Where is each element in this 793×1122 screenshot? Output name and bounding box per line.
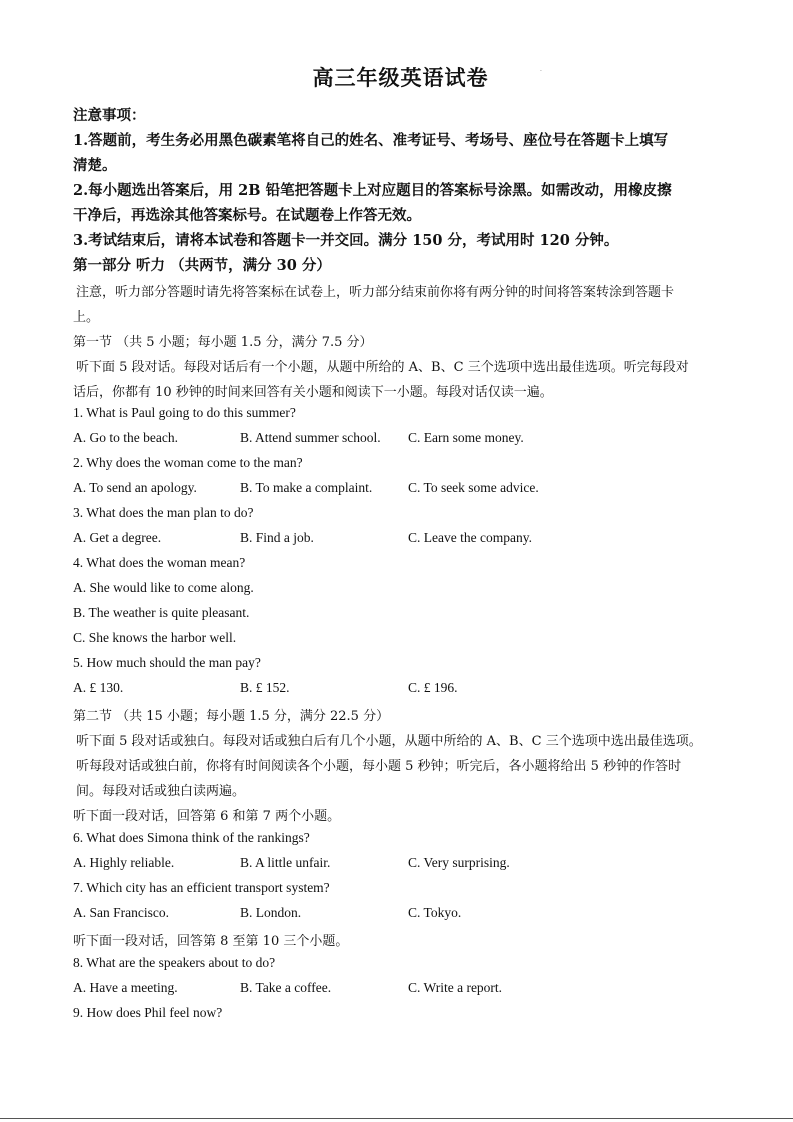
part1-heading: 第一部分 听力 （共两节，满分 30 分） xyxy=(73,257,331,274)
question-5-option-c: C. £ 196. xyxy=(408,680,458,695)
question-1-option-a: A. Go to the beach. xyxy=(73,430,178,445)
question-2-stem: 2. Why does the woman come to the man? xyxy=(73,455,303,470)
notice-heading: 注意事项： xyxy=(73,107,146,124)
part1-note: 上。 xyxy=(73,310,100,325)
part1-note: 注意，听力部分答题时请先将答案标在试卷上，听力部分结束前你将有两分钟的时间将答案转涂到答题卡 xyxy=(76,285,675,300)
section2-heading: 第二节 （共 15 小题；每小题 1.5 分，满分 22.5 分） xyxy=(73,709,390,724)
question-1-option-c: C. Earn some money. xyxy=(408,430,524,445)
question-7-option-b: B. London. xyxy=(240,905,302,920)
question-3-option-a: A. Get a degree. xyxy=(73,530,162,545)
question-8-option-b: B. Take a coffee. xyxy=(240,980,332,995)
notice-item: 干净后，再选涂其他答案标号。在试题卷上作答无效。 xyxy=(73,207,421,224)
question-5-option-a: A. £ 130. xyxy=(73,680,124,695)
notice-item: 3.考试结束后，请将本试卷和答题卡一并交回。满分 150 分，考试用时 120 分钟。 xyxy=(73,232,619,249)
question-8-stem: 8. What are the speakers about to do? xyxy=(73,955,276,970)
notice-item: 2.每小题选出答案后，用 2B 铅笔把答题卡上对应题目的答案标号涂黑。如需改动，用橡皮擦 xyxy=(73,182,672,199)
question-4-stem: 4. What does the woman mean? xyxy=(73,555,246,570)
section2-instructions: 听下面 5 段对话或独白。每段对话或独白后有几个小题，从题中所给的 A、B、C 三个选项中选出最佳选项。 xyxy=(76,734,702,749)
question-1-option-b: B. Attend summer school. xyxy=(240,430,381,445)
notice-item: 1.答题前，考生务必用黑色碳素笔将自己的姓名、准考证号、考场号、座位号在答题卡上填写 xyxy=(73,132,669,149)
question-4-option-b: B. The weather is quite pleasant. xyxy=(73,605,250,620)
question-7-option-c: C. Tokyo. xyxy=(408,905,462,920)
question-2-option-b: B. To make a complaint. xyxy=(240,480,373,495)
question-2-option-a: A. To send an apology. xyxy=(73,480,197,495)
question-3-option-c: C. Leave the company. xyxy=(408,530,532,545)
section1-heading: 第一节 （共 5 小题；每小题 1.5 分，满分 7.5 分） xyxy=(73,335,373,350)
notice-item: 清楚。 xyxy=(73,157,117,174)
question-4-option-a: A. She would like to come along. xyxy=(73,580,254,595)
page-title: 高三年级英语试卷 xyxy=(312,65,489,90)
bottom-rule xyxy=(0,1118,793,1119)
question-1-stem: 1. What is Paul going to do this summer? xyxy=(73,405,296,420)
question-5-option-b: B. £ 152. xyxy=(240,680,290,695)
question-8-option-a: A. Have a meeting. xyxy=(73,980,178,995)
question-5-stem: 5. How much should the man pay? xyxy=(73,655,261,670)
section2-instructions: 间。每段对话或独白读两遍。 xyxy=(76,784,246,799)
scan-dot: . xyxy=(540,66,542,73)
dialog-1-intro: 听下面一段对话，回答第 6 和第 7 两个小题。 xyxy=(73,809,341,824)
question-3-stem: 3. What does the man plan to do? xyxy=(73,505,254,520)
question-3-option-b: B. Find a job. xyxy=(240,530,314,545)
question-6-option-a: A. Highly reliable. xyxy=(73,855,175,870)
dialog-2-intro: 听下面一段对话，回答第 8 至第 10 三个小题。 xyxy=(73,934,349,949)
question-2-option-c: C. To seek some advice. xyxy=(408,480,539,495)
question-9-stem: 9. How does Phil feel now? xyxy=(73,1005,223,1020)
question-6-option-c: C. Very surprising. xyxy=(408,855,510,870)
section1-instructions: 听下面 5 段对话。每段对话后有一个小题，从题中所给的 A、B、C 三个选项中选出最佳选项。听完每段对 xyxy=(76,360,689,375)
section2-instructions: 听每段对话或独白前，你将有时间阅读各个小题，每小题 5 秒钟；听完后，各小题将给出 5 秒钟的作答时 xyxy=(76,759,682,774)
question-7-option-a: A. San Francisco. xyxy=(73,905,169,920)
question-6-stem: 6. What does Simona think of the rankings? xyxy=(73,830,310,845)
question-7-stem: 7. Which city has an efficient transport system? xyxy=(73,880,330,895)
question-8-option-c: C. Write a report. xyxy=(408,980,503,995)
question-6-option-b: B. A little unfair. xyxy=(240,855,331,870)
section1-instructions: 话后，你都有 10 秒钟的时间来回答有关小题和阅读下一小题。每段对话仅读一遍。 xyxy=(73,385,553,400)
question-4-option-c: C. She knows the harbor well. xyxy=(73,630,237,645)
